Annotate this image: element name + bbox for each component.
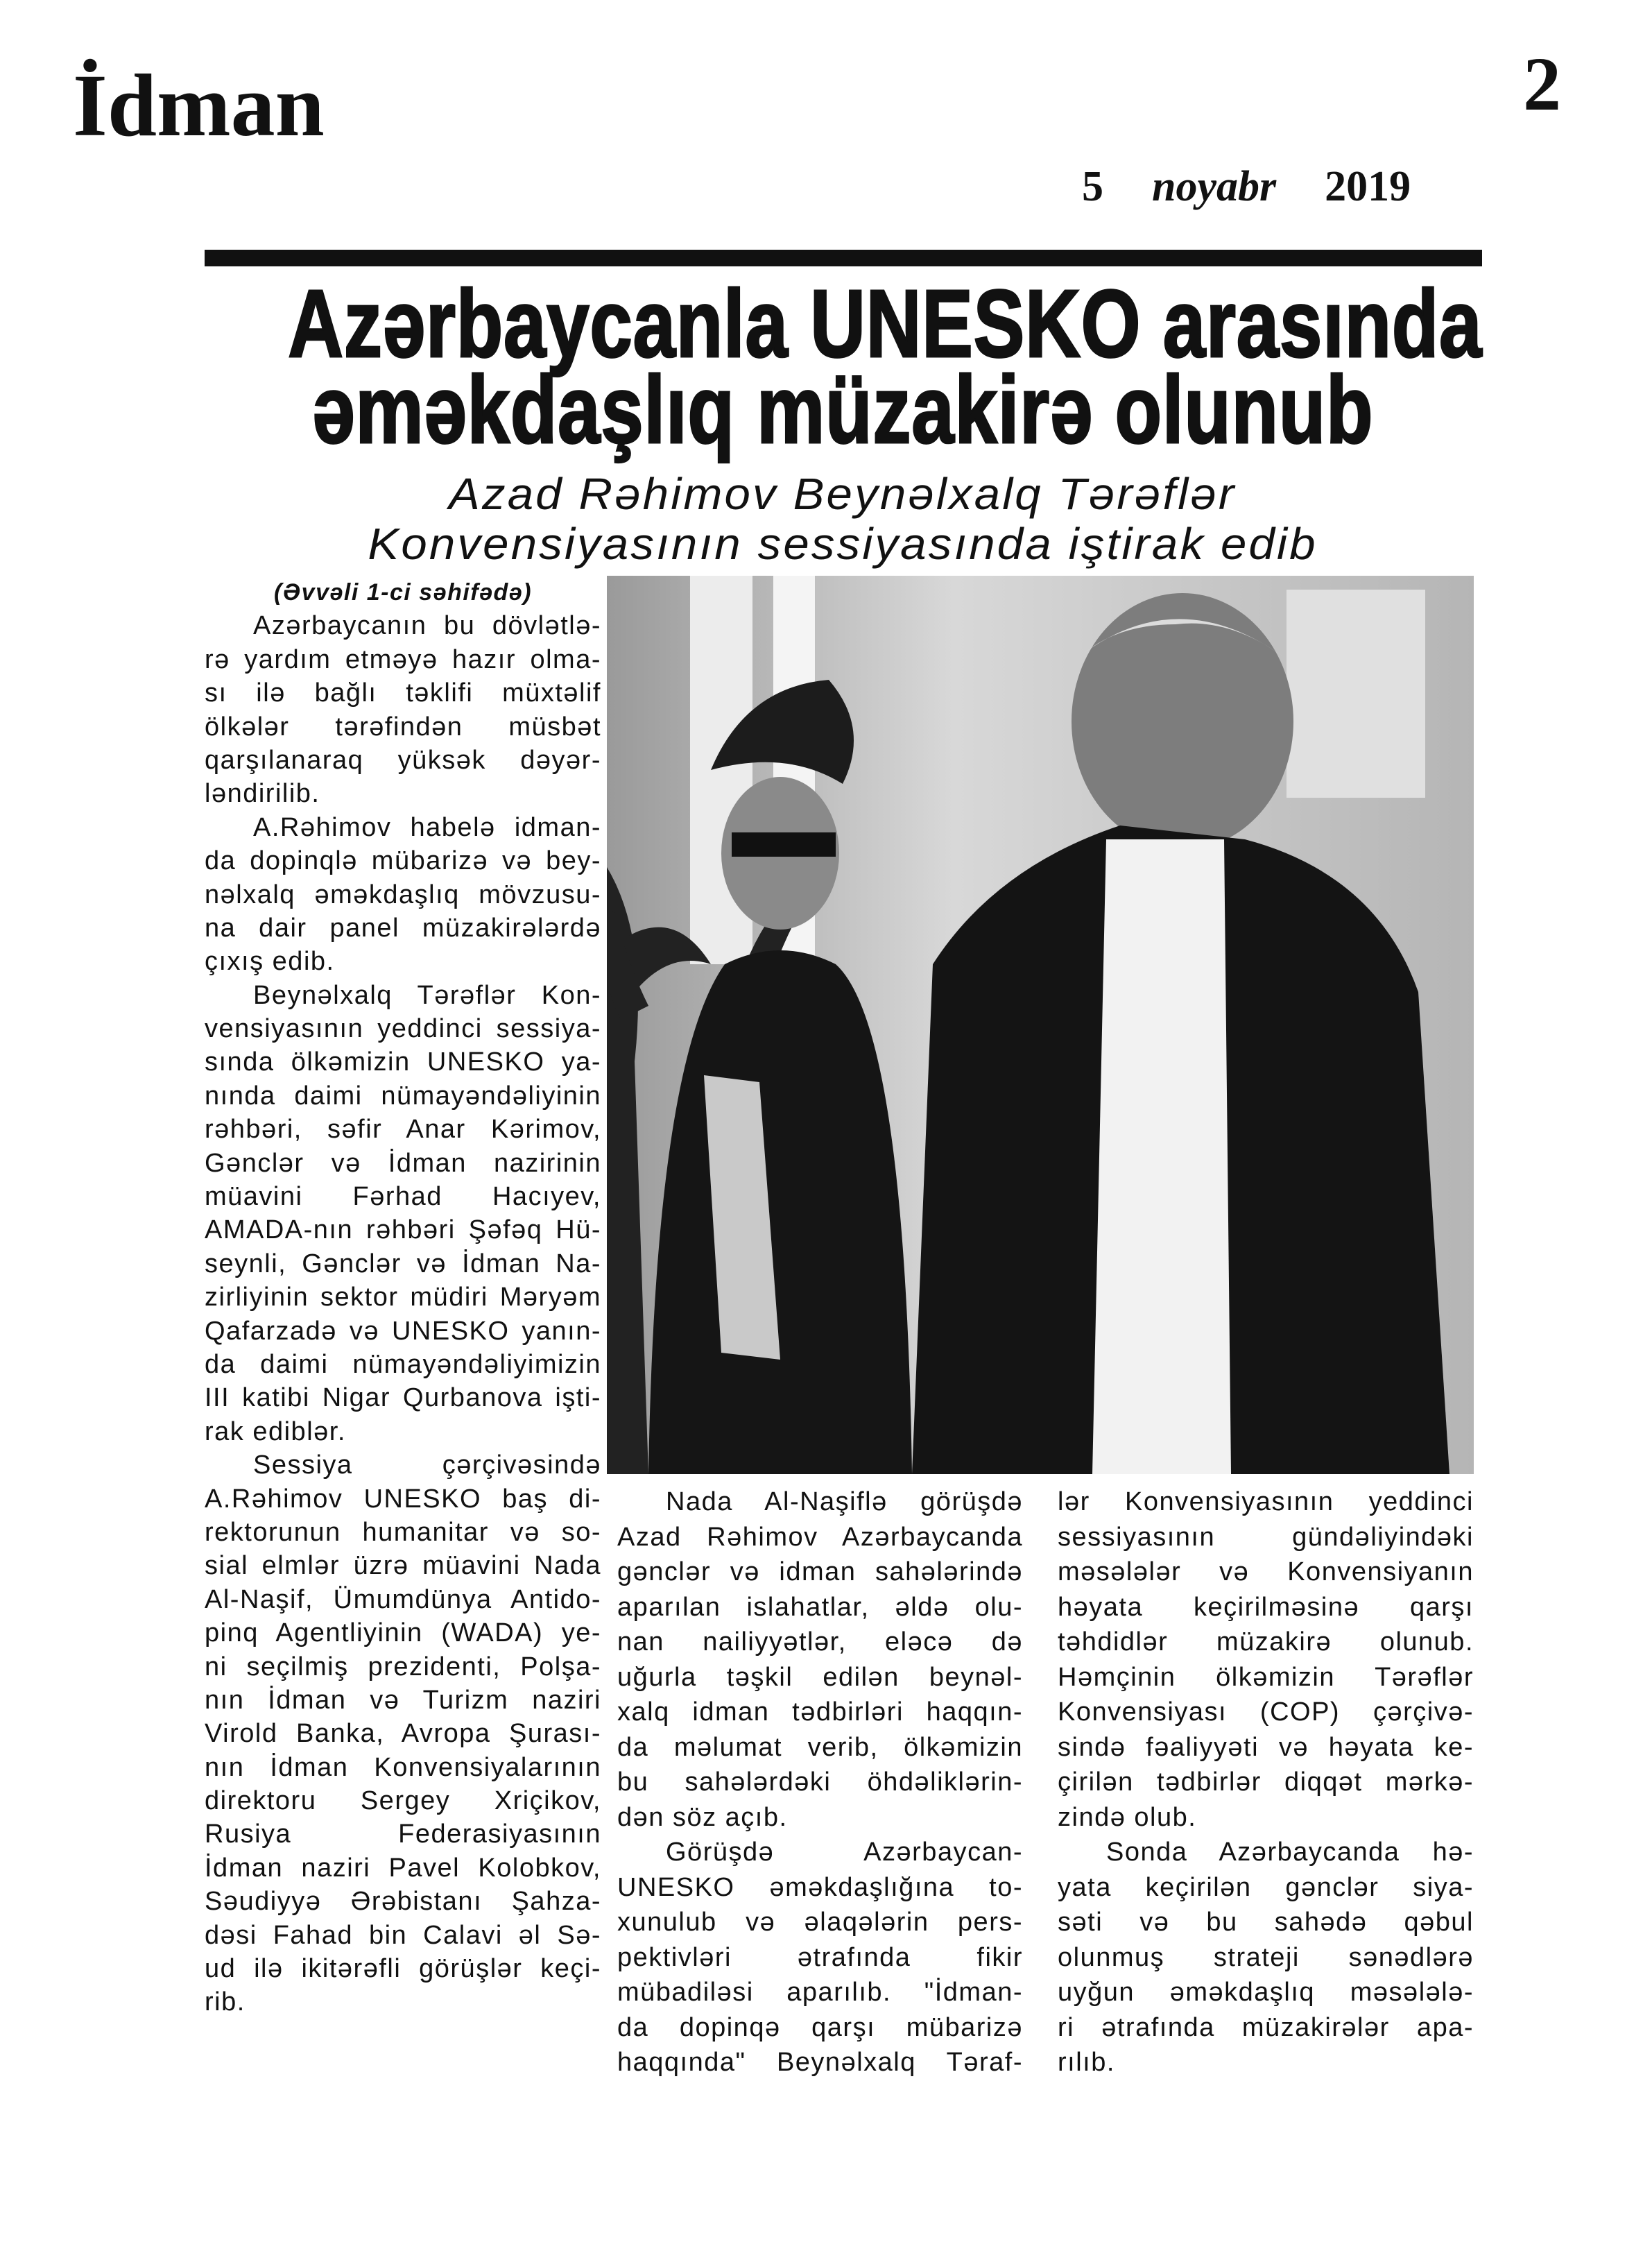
headline-text: Azərbaycanla UNESKO arasında — [288, 271, 1483, 377]
header-rule — [205, 250, 1482, 266]
text-line: Görüşdə Azərbaycan- — [666, 1838, 1023, 1867]
text-line: vensiyasının yeddinci sessiya- — [205, 1014, 601, 1044]
subheadline-text: Konvensiyasının sessiyasında iştirak edib — [368, 519, 1318, 569]
text-line: rılıb. — [1058, 2048, 1115, 2077]
text-line: Gənclər və İdman nazirinin — [205, 1148, 601, 1178]
text-line: Al-Naşif, Ümumdünya Antido- — [205, 1584, 601, 1614]
text-line: ri ətrafında müzakirələr apa- — [1058, 2012, 1474, 2042]
text-line: da məlumat verib, ölkəmizin — [617, 1732, 1023, 1762]
text-line: bu sahələrdəki öhdəliklərin- — [617, 1768, 1023, 1797]
text-line: Qafarzadə və UNESKO yanın- — [205, 1316, 601, 1346]
date-day: 5 — [1082, 163, 1103, 210]
text-line: haqqında" Beynəlxalq Təraf- — [617, 2048, 1023, 2077]
headline-text: əməkdaşlıq müzakirə olunub — [311, 357, 1374, 463]
text-line: yata keçirilən gənclər siya- — [1058, 1872, 1474, 1902]
text-line: Sonda Azərbaycanda hə- — [1106, 1838, 1474, 1867]
sunglasses — [732, 832, 836, 857]
text-line: da dopinqə qarşı mübarizə — [617, 2012, 1023, 2042]
headline-line-2 — [139, 357, 1547, 463]
article-column-2 — [617, 1484, 1023, 2080]
text-line: Azərbaycanın bu dövlətlə- — [253, 611, 601, 641]
subheadline-text: Azad Rəhimov Beynəlxalq Tərəflər — [449, 469, 1237, 519]
text-line: mübadiləsi aparılıb. "İdman- — [617, 1978, 1023, 2007]
text-line: Virold Banka, Avropa Şurası- — [205, 1719, 601, 1749]
text-line: dəsi Fahad bin Calavi əl Sə- — [205, 1920, 601, 1950]
text-line: xalq idman tədbirləri haqqın- — [617, 1697, 1023, 1727]
continued-note: (Əvvəli 1-ci səhifədə) — [273, 579, 533, 606]
text-line: Nada Al-Naşiflə görüşdə — [666, 1487, 1023, 1516]
text-line: Səudiyyə Ərəbistanı Şahza- — [205, 1887, 601, 1917]
issue-date — [1082, 165, 1411, 208]
text-line: zində olub. — [1058, 1802, 1197, 1832]
text-line: seynli, Gənclər və İdman Na- — [205, 1249, 601, 1278]
text-line: da daimi nümayəndəliyimizin — [205, 1349, 601, 1379]
text-line: sı ilə bağlı təklifi müxtəlif — [205, 678, 601, 708]
text-line: çıxış edib. — [205, 947, 335, 977]
text-line: ləndirilib. — [205, 779, 320, 809]
text-line: Azad Rəhimov Azərbaycanda — [617, 1522, 1023, 1552]
text-line: A.Rəhimov habelə idman- — [253, 812, 601, 842]
text-line: nın İdman və Turizm naziri — [205, 1685, 601, 1715]
text-line: UNESKO əməkdaşlığına to- — [617, 1872, 1023, 1902]
date-year: 2019 — [1325, 163, 1411, 210]
text-line: rektorunun humanitar və so- — [205, 1517, 601, 1547]
text-line: xunulub və əlaqələrin pers- — [617, 1908, 1023, 1937]
text-line: Konvensiyası (COP) çərçivə- — [1058, 1697, 1474, 1727]
text-line: AMADA-nın rəhbəri Şəfəq Hü- — [205, 1215, 601, 1245]
text-line: Həmçinin ölkəmizin Tərəflər — [1058, 1662, 1474, 1692]
window — [1287, 590, 1425, 798]
text-line: rə yardım etməyə hazır olma- — [205, 644, 601, 674]
text-line: müavini Fərhad Hacıyev, — [205, 1182, 601, 1212]
text-line: ni seçilmiş prezidenti, Polşa- — [205, 1652, 601, 1681]
text-line: uğurla təşkil edilən beynəl- — [617, 1662, 1023, 1692]
article-column-3 — [1058, 1484, 1474, 2080]
text-line: səti və bu sahədə qəbul — [1058, 1908, 1474, 1937]
article-column-1 — [205, 576, 601, 2019]
text-line: pinq Agentliyinin (WADA) ye- — [205, 1618, 601, 1648]
text-line: lər Konvensiyasının yeddinci — [1058, 1487, 1474, 1516]
text-line: dən söz açıb. — [617, 1802, 788, 1832]
text-line: sında ölkəmizin UNESKO ya- — [205, 1047, 601, 1077]
text-line: ölkələr tərəfindən müsbət — [205, 712, 601, 742]
shirt — [1092, 839, 1231, 1474]
article-photo — [607, 576, 1474, 1474]
text-line: həyata keçirilməsinə qarşı — [1058, 1592, 1474, 1622]
text-line: qarşılanaraq yüksək dəyər- — [205, 745, 601, 775]
text-line: III katibi Nigar Qurbanova işti- — [205, 1383, 601, 1413]
text-line: təhdidlər müzakirə olunub. — [1058, 1627, 1474, 1657]
text-line: da dopinqlə mübarizə və bey- — [205, 846, 601, 876]
text-line: rib. — [205, 1987, 246, 2017]
text-line: sində fəaliyyəti və həyata ke- — [1058, 1732, 1474, 1762]
text-line: Rusiya Federasiyasının — [205, 1820, 601, 1849]
text-line: nəlxalq əməkdaşlıq mövzusu- — [205, 880, 601, 909]
section-title: İdman — [73, 56, 325, 155]
text-line: nan nailiyyətlər, eləcə də — [617, 1627, 1023, 1657]
text-line: aparılan islahatlar, əldə olu- — [617, 1592, 1023, 1622]
text-line: olunmuş strateji sənədlərə — [1058, 1942, 1474, 1972]
text-line: Sessiya çərçivəsində — [253, 1450, 601, 1480]
text-line: ud ilə ikitərəfli görüşlər keçi- — [205, 1954, 601, 1984]
text-line: nın İdman Konvensiyalarının — [205, 1752, 601, 1782]
text-line: sessiyasının gündəliyindəki — [1058, 1522, 1474, 1552]
text-line: məsələlər və Konvensiyanın — [1058, 1557, 1474, 1586]
text-line: A.Rəhimov UNESKO baş di- — [205, 1484, 601, 1514]
text-line: nında daimi nümayəndəliyinin — [205, 1081, 601, 1111]
text-line: Beynəlxalq Tərəflər Kon- — [253, 980, 601, 1010]
text-line: zirliyinin sektor müdiri Məryəm — [205, 1283, 601, 1312]
text-line: direktoru Sergey Xriçikov, — [205, 1786, 601, 1816]
text-line: sial elmlər üzrə müavini Nada — [205, 1551, 601, 1581]
text-line: rəhbəri, səfir Anar Kərimov, — [205, 1115, 601, 1145]
subheadline-line-1 — [139, 469, 1547, 519]
page-number: 2 — [1523, 42, 1561, 126]
subheadline-line-2 — [139, 519, 1547, 569]
text-line: çirilən tədbirlər diqqət mərkə- — [1058, 1768, 1474, 1797]
text-line: İdman naziri Pavel Kolobkov, — [205, 1853, 601, 1883]
text-line: gənclər və idman sahələrində — [617, 1557, 1023, 1586]
text-line: pektivləri ətrafında fikir — [617, 1942, 1023, 1972]
text-line: uyğun əməkdaşlıq məsələlə- — [1058, 1978, 1474, 2007]
face — [1072, 593, 1293, 850]
text-line: na dair panel müzakirələrdə — [205, 913, 601, 943]
date-month: noyabr — [1152, 163, 1277, 210]
text-line: rak ediblər. — [205, 1416, 346, 1446]
